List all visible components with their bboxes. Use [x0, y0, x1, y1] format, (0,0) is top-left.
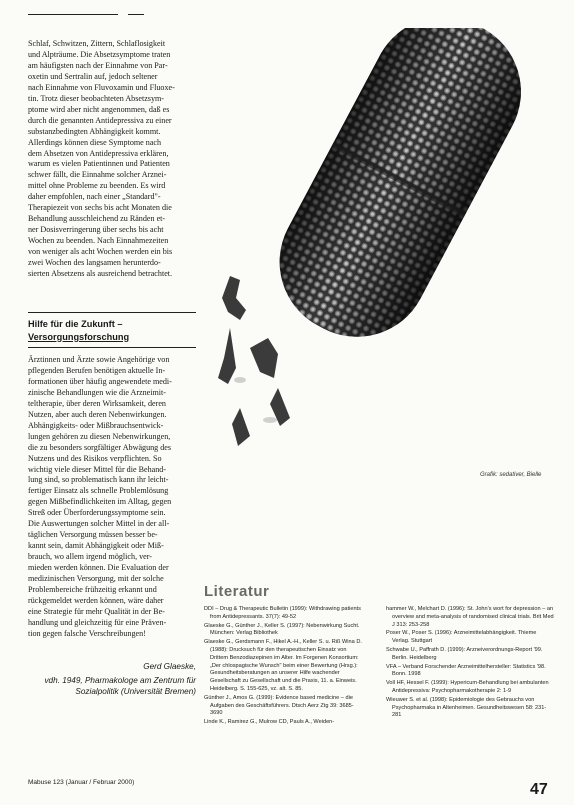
section-rule-bottom	[28, 347, 196, 348]
text-line: oxetin und Sertralin auf, jedoch seltener	[28, 71, 158, 81]
text-line: zwei Wochen des langsamen herunterdo-	[28, 258, 161, 268]
body-paragraph	[28, 355, 196, 640]
text-line: Schlaf, Schwitzen, Zittern, Schlaflosigkeit	[28, 39, 166, 48]
text-line: medizinischen Versorgung, mit der solche	[28, 574, 164, 584]
text-line: mieden werden können. Die Evaluation der	[28, 563, 169, 573]
text-line: warum es vielen Patientinnen und Patienten	[28, 159, 170, 169]
capsule-illustration	[200, 28, 562, 498]
text-line: daher empfohlen, nach einer „Standard"-	[28, 192, 161, 202]
reference-entry: Voll HF, Hessel F. (1999): Hypericum-Behandlung bei ambulanten Antidepressiva: Psychopharmakotherapie 2: 1-9	[386, 680, 549, 694]
text-line: mittel ohne Probleme zu beenden. Es wird	[28, 181, 166, 191]
author-name: Gerd Glaeske,	[143, 662, 196, 671]
text-line: von weniger als acht Wochen werden ein bis	[28, 247, 173, 257]
author-affiliation-line1: vdh. 1949, Pharmakologe am Zentrum für	[44, 676, 196, 685]
references-column-left	[204, 606, 362, 728]
text-line: rückgemeldet werden können, wäre daher	[28, 595, 164, 605]
text-line: nach Einnahme von Fluvoxamin und Fluoxe-	[28, 82, 175, 92]
text-line: ner Dosisverringerung über sechs bis acht	[28, 225, 164, 235]
text-line: Die Auswertungen solcher Mittel in der all-	[28, 519, 170, 529]
reference-entry: Poser W., Poser S. (1996): Arzneimittelabhängigkeit. Thieme Verlag. Stuttgart	[386, 630, 537, 645]
text-line: tion gegen falsche Verschreibungen!	[28, 628, 146, 638]
top-rule	[28, 14, 118, 15]
text-line: Abhängigkeits- oder Mißbrauchsentwick-	[28, 420, 164, 430]
text-line: Nutzens und des Risikos verpflichten. So	[28, 453, 162, 463]
text-line: und Alpträume. Die Absetzsymptome traten	[28, 49, 171, 59]
intro-paragraph	[28, 39, 196, 280]
text-line: tin. Trotz dieser beobachteten Absetzsym-	[28, 93, 164, 103]
text-line: lungen gehören zu diesen Nebenwirkungen,	[28, 431, 171, 441]
reference-entry: Günther J., Amos G. (1999): Evidence based medicine – die Aufgaben des Geschäftsführers. Dtsch Aerz Ztg 39: 3685-3690	[204, 694, 354, 717]
reference-entry: Linde K., Ramirez G., Mulrow CD, Pauls A., Weiden-	[204, 719, 335, 726]
text-line: handlung und gleichzeitig für eine Präven-	[28, 617, 167, 627]
text-line: substanzbedingten Abhängigkeit kommt.	[28, 126, 161, 136]
text-line: fertiger Einsatz als schnelle Problemlösung	[28, 486, 169, 496]
literature-heading: Literatur	[204, 583, 270, 600]
text-line: Wochen zu beenden. Nach Einnahmezeiten	[28, 236, 169, 246]
text-line: sierten Absetzens als ausreichend betrachtet.	[28, 269, 173, 279]
figures	[218, 276, 290, 446]
text-line: pflegenden Berufen benötigen aktuelle In-	[28, 365, 166, 375]
text-line: wichtig viele dieser Mittel für die Behand-	[28, 464, 167, 474]
text-line: Allerdings können diese Symptome nach	[28, 137, 162, 147]
text-line: gegen Mißbefindlichkeiten im Alltag, gegen	[28, 497, 172, 507]
text-line: lung sind, so problematisch kann ihr leicht-	[28, 475, 169, 485]
text-line: ptome wird aber nicht angenommen, daß es	[28, 104, 170, 114]
section-heading	[28, 318, 196, 343]
section-heading-line1: Hilfe für die Zukunft –	[28, 319, 123, 329]
text-line: zinische Behandlungen wie die Arzneimit-	[28, 387, 167, 397]
author-affiliation-line2: Sozialpolitik (Universität Bremen)	[75, 687, 196, 696]
text-line: Therapiezeit von sechs bis acht Monaten die	[28, 203, 172, 213]
text-line: formationen über häufig angewendete medi-	[28, 376, 172, 386]
text-line: die zu besonders sorgfältiger Abwägung des	[28, 442, 172, 452]
reference-entry: Glaeske G., Gerdsmann F., Hikel A.-H., Keller S. u. Riß Wina D. (1988): Drucksuch für den therapeutischen Einsatz von Drittem Benzodiazepinen im Alter. Im Forgenen Konsortium: „Der chlospagische Wunsch" beim einer Bewertung (Hrsg.): Gesundheitsberatungen an unserer Hilfe wachender Gesellschaft zu Gesellschaft und die Praxis, 11. a. Einweis. Heidelberg. S. 155-625, vz. alt. S. 85.	[204, 639, 362, 692]
section-rule-top	[28, 312, 196, 313]
text-line: brauch, wo allem irgend möglich, ver-	[28, 552, 152, 562]
author-signature	[28, 661, 196, 697]
reference-entry: DDI – Drug & Therapeutic Bulletin (1999): Withdrawing patients from Antidepressants. 37(7): 49-52	[204, 606, 361, 620]
section-heading-line2: Versorgungsforschung	[28, 331, 130, 342]
text-line: schwer fällt, die Einnahme solcher Arznei-	[28, 170, 167, 180]
reference-entry: Glaeske G., Günther J., Keller S. (1997): Nebenwirkung Sucht. München: Verlag Bibliothek	[204, 622, 360, 637]
references-column-right	[386, 606, 554, 721]
reference-entry: Schwabe U., Paffrath D. (1999): Arzneiverordnungs-Report '99. Berlin. Heidelberg	[386, 646, 543, 661]
text-line: dem Absetzen von Antidepressiva erklären,	[28, 148, 169, 158]
illustration-caption: Grafik: sedativer, Bielle	[480, 472, 542, 478]
text-line: am häufigsten nach der Einnahme von Par-	[28, 60, 168, 70]
text-line: Problembereiche frühzeitig erkannt und	[28, 585, 157, 595]
text-line: Ärztinnen und Ärzte sowie Angehörige von	[28, 355, 170, 364]
reference-entry: VFA – Verband Forschender Arzneimittelhersteller: Statistics '98. Bonn. 1998	[386, 663, 546, 678]
footer-publication: Mabuse 123 (Januar / Februar 2000)	[28, 779, 135, 786]
reference-entry: hammer W., Melchart D. (1996): St. John's wort for depression – an overview and meta-analysis of randomised clinical trials. Brit Med J 313: 253-258	[386, 606, 554, 628]
text-line: teltherapie, über deren Wirksamkeit, deren	[28, 398, 166, 408]
page-number: 47	[530, 781, 548, 798]
text-line: kannt sein, damit Abhängigkeit oder Miß-	[28, 541, 164, 551]
text-line: Nutzen, aber auch deren Nebenwirkungen.	[28, 409, 167, 419]
text-line: eine Strategie für mehr Qualität in der Be-	[28, 606, 165, 616]
text-line: täglichen Versorgung müssen besser be-	[28, 530, 158, 540]
text-line: Behandlung ausschleichend zu Ränden et-	[28, 214, 166, 224]
reference-entry: Wieuwer S. et al. (1998): Epidemiologie des Gebrauchs von Psychopharmaka in Altenheimen. Gesundheitswesen 58: 231-281	[386, 696, 547, 719]
text-line: Streß oder Überforderungssymptome sein.	[28, 508, 166, 518]
text-line: durch die genannten Antidepressiva zu einer	[28, 115, 172, 125]
top-rule-short	[128, 14, 144, 15]
